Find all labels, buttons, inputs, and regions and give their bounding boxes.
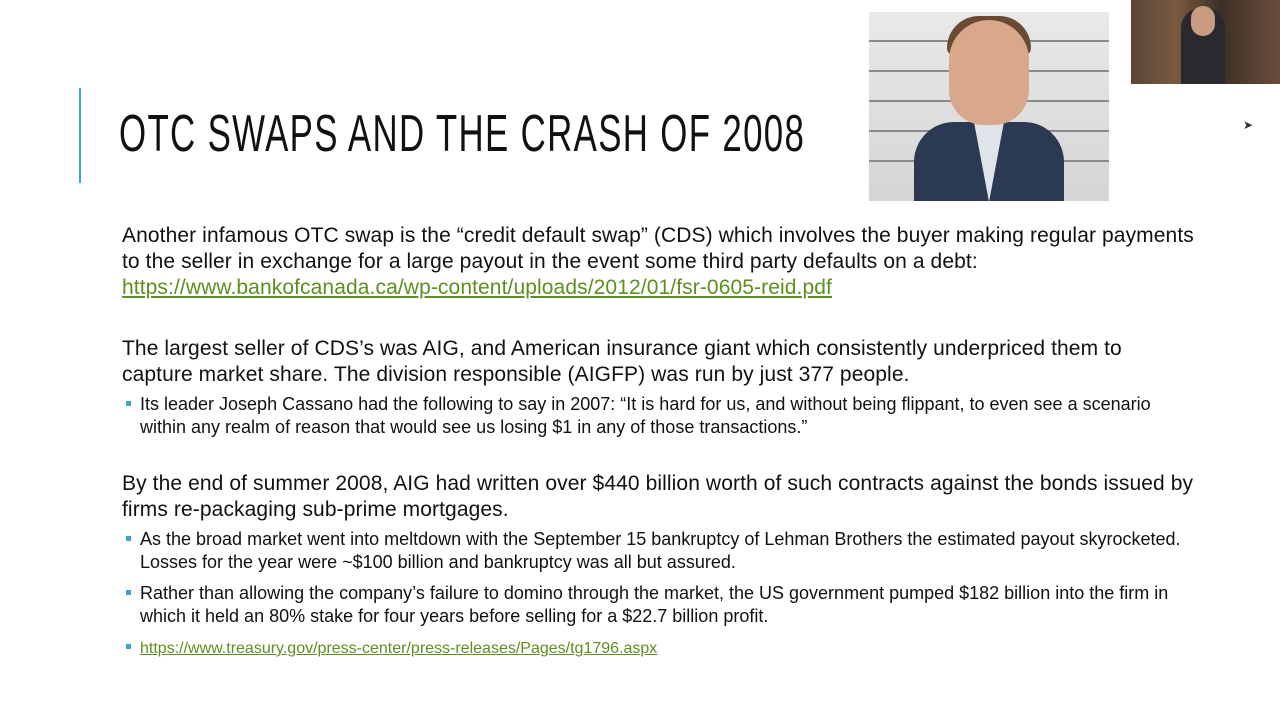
- bank-of-canada-link[interactable]: https://www.bankofcanada.ca/wp-content/uploads/2012/01/fsr-0605-reid.pdf: [122, 276, 832, 299]
- paragraph-text: Another infamous OTC swap is the “credit default swap” (CDS) which involves the buyer making regular payments to the seller in exchange for a large payout in the event some third party defaults on a debt:: [122, 224, 1194, 273]
- presenter-webcam: [1131, 0, 1280, 84]
- bullet-text: Rather than allowing the company’s failure to domino through the market, the US government pumped $182 billion into the firm in which it held an 80% stake for four years before selling for a $22.7 billion profit.: [140, 583, 1169, 626]
- bullet-text: As the broad market went into meltdown with the September 15 bankruptcy of Lehman Brothers the estimated payout skyrocketed. Losses for the year were ~$100 billion and bankruptcy was all but assured.: [140, 529, 1181, 572]
- bullet-item: [122, 393, 1197, 439]
- bullet-item: [122, 582, 1197, 628]
- slide-title: OTC SWAPS AND THE CRASH OF 2008: [119, 105, 806, 163]
- mouse-cursor-icon: ➤: [1243, 118, 1254, 132]
- bullet-text: Its leader Joseph Cassano had the following to say in 2007: “It is hard for us, and without being flippant, to even see a scenario within any realm of reason that would see us losing $1 in any of those transactions.”: [140, 394, 1151, 437]
- bullet-icon: [126, 644, 131, 649]
- bullet-item: [122, 636, 1197, 660]
- bullet-icon: [126, 536, 131, 541]
- title-accent-bar: [79, 88, 81, 183]
- bullet-icon: [126, 401, 131, 406]
- paragraph-aig: The largest seller of CDS’s was AIG, and American insurance giant which consistently underpriced them to capture market share. The division responsible (AIGFP) was run by just 377 people.: [122, 337, 1122, 386]
- paragraph-2008: By the end of summer 2008, AIG had written over $440 billion worth of such contracts against the bonds issued by firms re-packaging sub-prime mortgages.: [122, 472, 1194, 521]
- bullet-icon: [126, 590, 131, 595]
- slide-body: [122, 223, 1197, 660]
- mugshot-photo: [869, 12, 1109, 201]
- bullet-item: [122, 528, 1197, 574]
- treasury-link[interactable]: https://www.treasury.gov/press-center/press-releases/Pages/tg1796.aspx: [140, 640, 658, 657]
- paragraph-cds: [122, 223, 1197, 301]
